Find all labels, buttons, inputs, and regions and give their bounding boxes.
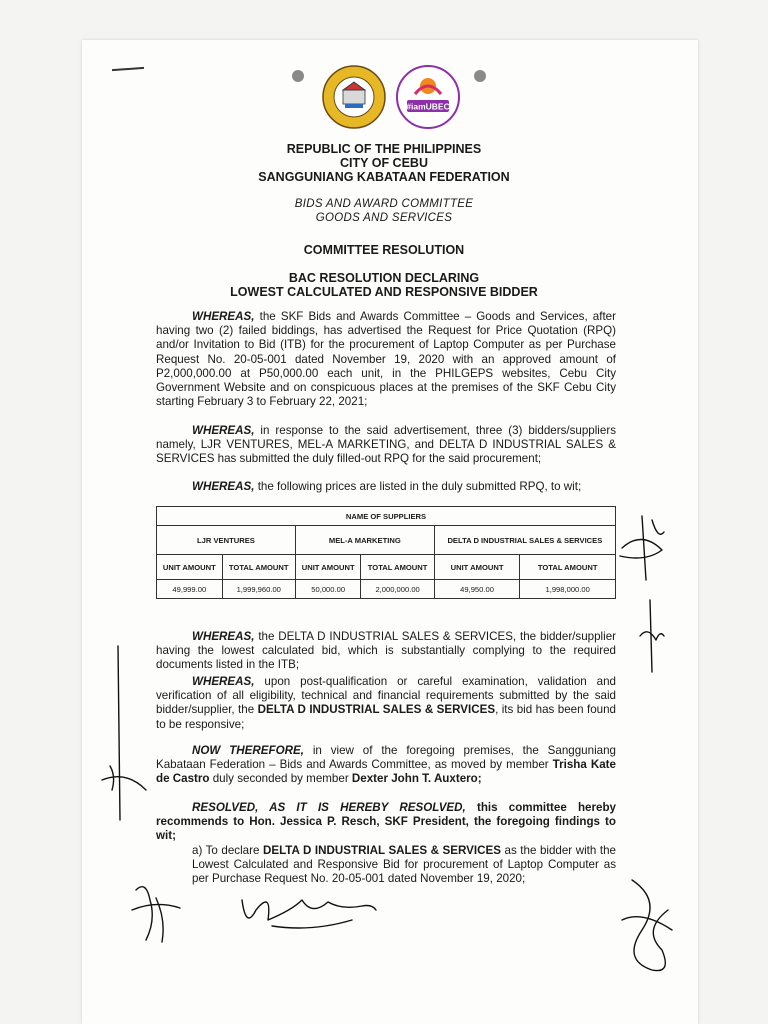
- table-cell: 1,999,960.00: [222, 580, 295, 599]
- mover-name: Trisha Kate de Castro: [156, 758, 616, 786]
- whereas-paragraph-5: [156, 675, 616, 732]
- header-federation: SANGGUNIANG KABATAAN FEDERATION: [258, 170, 510, 184]
- committee-division: GOODS AND SERVICES: [315, 212, 453, 224]
- keyword: WHEREAS,: [192, 675, 255, 688]
- resolved-paragraph: [156, 801, 616, 844]
- bidder-name: DELTA D INDUSTRIAL SALES & SERVICES: [257, 703, 496, 717]
- table-cell: 2,000,000.00: [361, 580, 434, 599]
- paragraph-text: in view of the foregoing premises, the Sangguniang Kabataan Federation – Bids and Awards Committee, as moved by member: [156, 744, 616, 772]
- paragraph-text: , its bid has been found to be responsive;: [156, 703, 616, 731]
- paragraph-text: the DELTA D INDUSTRIAL SALES & SERVICES, the bidder/supplier having the lowest calculated bid, which is substantially complying to the required documents listed in the ITB;: [156, 630, 616, 672]
- seconder-name: Dexter John T. Auxtero;: [351, 772, 482, 786]
- committee-name: BIDS AND AWARD COMMITTEE: [294, 198, 474, 210]
- table-caption: NAME OF SUPPLIERS: [157, 507, 616, 526]
- now-therefore-paragraph: [156, 744, 616, 787]
- resolution-title-line1: BAC RESOLUTION DECLARING: [288, 271, 480, 285]
- paragraph-text: this committee hereby recommends to Hon. Jessica P. Resch, SKF President, the foregoing findings to wit;: [156, 801, 616, 843]
- handwritten-signature-right-top: [612, 510, 672, 590]
- table-cell: 49,950.00: [434, 580, 520, 599]
- whereas-paragraph-2: [156, 424, 616, 467]
- iamubec-logo-text: #iamUBEC: [406, 101, 450, 112]
- paragraph-text: in response to the said advertisement, three (3) bidders/suppliers namely, LJR VENTURES, MEL-A MARKETING, and DELTA D INDUSTRIAL SALES & SERVICES has submitted the duly filled-out RPQ for the said procurement;: [156, 424, 616, 466]
- column-header: UNIT AMOUNT: [157, 555, 223, 580]
- keyword: RESOLVED, AS IT IS HEREBY RESOLVED,: [192, 801, 466, 814]
- paragraph-text: the following prices are listed in the duly submitted RPQ, to wit;: [254, 480, 582, 493]
- paragraph-text: duly seconded by member: [209, 772, 352, 786]
- table-cell: 50,000.00: [295, 580, 361, 599]
- keyword: WHEREAS,: [192, 480, 255, 493]
- keyword: WHEREAS,: [192, 310, 255, 323]
- punch-hole-left: [292, 70, 304, 82]
- whereas-paragraph-1: [156, 310, 616, 409]
- cebu-city-seal-logo: [321, 64, 387, 130]
- keyword: WHEREAS,: [192, 630, 255, 643]
- iamubec-logo: [395, 64, 461, 130]
- paragraph-text: the SKF Bids and Awards Committee – Goods and Services, after having two (2) failed biddings, has advertised the Request for Price Quotation (RPQ) and/or Invitation to Bid (ITB) for the procurement of Laptop Computer as per Purchase Request No. 20-05-001 dated November 19, 2020 with an approved amount of P2,000,000.00 at P50,000.00 each unit, in the PHILGEPS websites, Cebu City Government Website and on conspicuous places at the premises of the SKF Cebu City starting February 3 to February 22, 2021;: [156, 310, 616, 409]
- paragraph-text: upon post-qualification or careful examination, validation and verification of all eligibility, technical and financial requirements submitted by the said bidder/supplier, the: [156, 675, 616, 717]
- supplier-name-cell: LJR VENTURES: [157, 526, 296, 555]
- document-type: COMMITTEE RESOLUTION: [303, 243, 465, 257]
- supplier-price-table: [156, 506, 616, 599]
- keyword: NOW THEREFORE,: [192, 744, 304, 757]
- supplier-name-cell: MEL-A MARKETING: [295, 526, 434, 555]
- column-header: TOTAL AMOUNT: [222, 555, 295, 580]
- whereas-paragraph-4: [156, 630, 616, 673]
- header-country: REPUBLIC OF THE PHILIPPINES: [286, 142, 482, 156]
- column-header: TOTAL AMOUNT: [361, 555, 434, 580]
- supplier-name-cell: DELTA D INDUSTRIAL SALES & SERVICES: [434, 526, 615, 555]
- punch-hole-right: [474, 70, 486, 82]
- whereas-paragraph-3: [156, 480, 616, 494]
- header-city: CITY OF CEBU: [340, 156, 428, 170]
- column-header: UNIT AMOUNT: [434, 555, 520, 580]
- column-header: TOTAL AMOUNT: [520, 555, 616, 580]
- column-header: UNIT AMOUNT: [295, 555, 361, 580]
- table-cell: 49,999.00: [157, 580, 223, 599]
- keyword: WHEREAS,: [192, 424, 255, 437]
- handwritten-signature-left: [96, 640, 156, 830]
- handwritten-signature-right-middle: [630, 596, 670, 676]
- paragraph-text: a) To declare: [192, 844, 263, 857]
- table-cell: 1,998,000.00: [520, 580, 616, 599]
- handwritten-signature-bottom-center: [232, 880, 382, 940]
- bidder-name: DELTA D INDUSTRIAL SALES & SERVICES: [262, 844, 501, 857]
- paragraph-text: as the bidder with the Lowest Calculated and Responsive Bid for procurement of Laptop Computer as per Purchase Request No. 20-05-001 dated November 19, 2020;: [192, 844, 616, 886]
- handwritten-signature-bottom-right: [612, 870, 682, 980]
- resolution-title-line2: LOWEST CALCULATED AND RESPONSIVE BIDDER: [230, 285, 538, 299]
- handwritten-signature-bottom-left: [126, 880, 186, 950]
